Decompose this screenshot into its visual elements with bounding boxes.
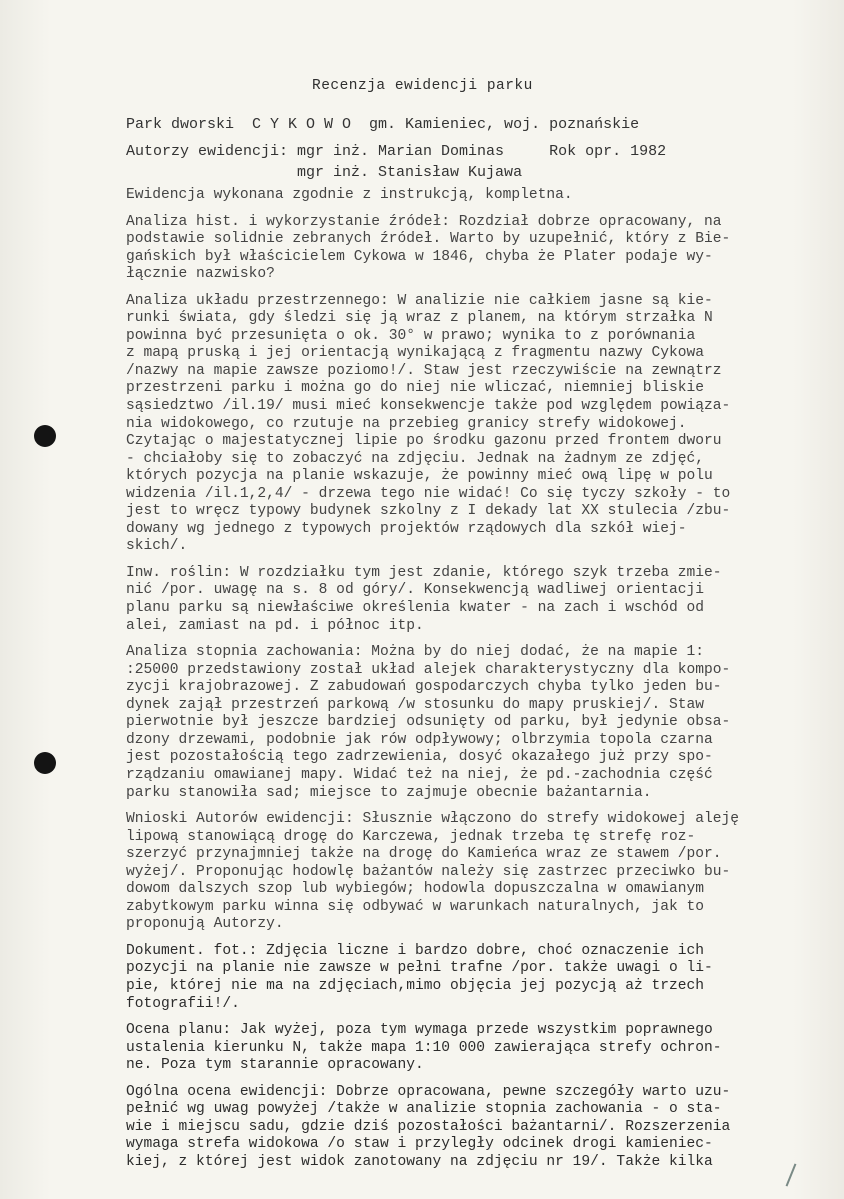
text-line: fotografii!/. [126,995,240,1012]
punch-hole-bottom [34,752,56,774]
text-line: ne. Poza tym starannie opracowany. [126,1057,424,1074]
text-line: zabytkowym parku winna się odbywać w warunkach naturalnych, jak to [126,898,705,915]
text-line: planu parku są niewłaściwe określenia kwater - na zach i wschód od [126,600,705,617]
text-line: kiej, z której jest widok zanotowany na zdjęciu nr 19/. Także kilka [126,1153,713,1170]
text-line: nia widokowego, co rzutuje na przebieg granicy strefy widokowej. [126,415,687,432]
text-line: dowany wg jednego z typowych projektów rządowych dla szkół wiej- [126,520,687,537]
text-line: wyżej/. Proponując hodowlę bażantów należy się zastrzec przeciwko bu- [126,863,731,880]
text-line: Ocena planu: Jak wyżej, poza tym wymaga przede wszystkim poprawnego [126,1022,713,1039]
text-line: pie, której nie ma na zdjęciach,mimo objęcia jej pozycją aż trzech [126,977,705,994]
text-line: Analiza hist. i wykorzystanie źródeł: Rozdział dobrze opracowany, na [126,213,722,230]
text-line: runki świata, gdy śledzi się ją wraz z planem, na którym strzałka N [126,310,713,327]
review-paragraph [126,644,836,802]
text-line: rządzaniu omawianej mapy. Widać też na niej, że pd.-zachodnia część [126,766,713,783]
page-title: Recenzja ewidencji parku [312,78,533,94]
text-line: pierwotnie był jeszcze bardziej odsunięty od parku, był jedynie obsa- [126,714,731,731]
text-line: z mapą pruską i jej orientacją wynikającą z fragmentu nazwy Cykowa [126,345,705,362]
text-line: łącznie nazwisko? [126,266,275,283]
review-paragraph [126,811,836,934]
authors-line-2: mgr inż. Stanisław Kujawa [126,164,523,181]
text-line: Ewidencja wykonana zgodnie z instrukcją, kompletna. [126,187,573,203]
review-paragraph [126,187,836,205]
text-line: - chciałoby się to zobaczyć na zdjęciu. Jednak na żadnym ze zdjęć, [126,450,705,467]
text-line: /nazwy na mapie zawsze poziomo!/. Staw jest rzeczywiście na zewnątrz [126,362,722,379]
park-line: Park dworski C Y K O W O gm. Kamieniec, woj. poznańskie [126,116,640,133]
typed-document [126,78,836,1180]
punch-hole-top [34,425,56,447]
text-line: Analiza układu przestrzennego: W analizie nie całkiem jasne są kie- [126,292,713,309]
text-line: szerzyć przynajmniej także na drogę do Kamieńca wraz ze stawem /por. [126,846,722,863]
text-line: dzony drzewami, podobnie jak rów odpływowy; olbrzymia topola czarna [126,731,713,748]
text-line: lipową stanowiącą drogę do Karczewa, jednak trzeba tę strefę roz- [126,828,696,845]
text-line: wie i miejscu sadu, gdzie dziś pozostałości bażantarni/. Rozszerzenia [126,1118,731,1135]
review-paragraph [126,565,836,635]
text-line: których pozycja na planie wskazuje, że powinny mieć ową lipę w polu [126,468,713,485]
authors-line-1: Autorzy ewidencji: mgr inż. Marian Dominas Rok opr. 1982 [126,143,667,160]
review-paragraph [126,293,836,556]
text-line: nić /por. uwagę na s. 8 od góry/. Konsekwencją wadliwej orientacji [126,582,705,599]
text-line: dowom dalszych szop lub wybiegów; hodowla dopuszczalna w omawianym [126,881,705,898]
text-line: powinna być przesunięta o ok. 30° w prawo; wynika to z porównania [126,327,696,344]
text-line: pozycji na planie nie zawsze w pełni trafne /por. także uwagi o li- [126,960,713,977]
text-line: skich/. [126,538,188,555]
text-line: Inw. roślin: W rozdziałku tym jest zdanie, którego szyk trzeba zmie- [126,564,722,581]
review-paragraph [126,943,836,1013]
text-line: Ogólna ocena ewidencji: Dobrze opracowana, pewne szczegóły warto uzu- [126,1083,731,1100]
text-line: przestrzeni parku i można go do niej nie wliczać, niemniej bliskie [126,380,705,397]
text-line: dynek zajął przestrzeń parkową /w stosunku do mapy pruskiej/. Staw [126,696,705,713]
text-line: sąsiedztwo /il.19/ musi mieć konsekwencje także pod względem powiąza- [126,398,731,415]
text-line: proponują Autorzy. [126,916,284,933]
text-line: widzenia /il.1,2,4/ - drzewa tego nie widać! Co się tyczy szkoły - to [126,485,731,502]
text-line: Wnioski Autorów ewidencji: Słusznie włączono do strefy widokowej aleję [126,811,740,828]
text-line: Analiza stopnia zachowania: Można by do niej dodać, że na mapie 1: [126,644,705,661]
text-line: gańskich był właścicielem Cykowa w 1846, chyba że Plater podaje wy- [126,248,713,265]
text-line: Czytając o majestatycznej lipie po środku gazonu przed frontem dworu [126,433,722,450]
text-line: wymaga strefa widokowa /o staw i przyległy odcinek drogi kamieniec- [126,1136,713,1153]
text-line: parku stanowiła sad; miejsce to zajmuje obecnie bażantarnia. [126,784,652,801]
review-sections [126,187,836,1171]
review-paragraph [126,1022,836,1075]
review-paragraph [126,214,836,284]
text-line: jest pozostałością tego zadrzewienia, dosyć okazałego już przy spo- [126,749,713,766]
review-paragraph [126,1084,836,1172]
text-line: :25000 przedstawiony został układ alejek charakterystyczny dla kompo- [126,661,731,678]
text-line: pełnić wg uwag powyżej /także w analizie stopnia zachowania - o sta- [126,1101,722,1118]
text-line: jest to wręcz typowy budynek szkolny z I dekady lat XX stulecia /zbu- [126,503,731,520]
text-line: ustalenia kierunku N, także mapa 1:10 000 zawierająca strefy ochron- [126,1039,722,1056]
text-line: Dokument. fot.: Zdjęcia liczne i bardzo dobre, choć oznaczenie ich [126,942,705,959]
text-line: alei, zamiast na pd. i północ itp. [126,617,424,634]
text-line: podstawie solidnie zebranych źródeł. Warto by uzupełnić, który z Bie- [126,231,731,248]
text-line: zycji krajobrazowej. Z zabudowań gospodarczych chyba tylko jeden bu- [126,679,722,696]
